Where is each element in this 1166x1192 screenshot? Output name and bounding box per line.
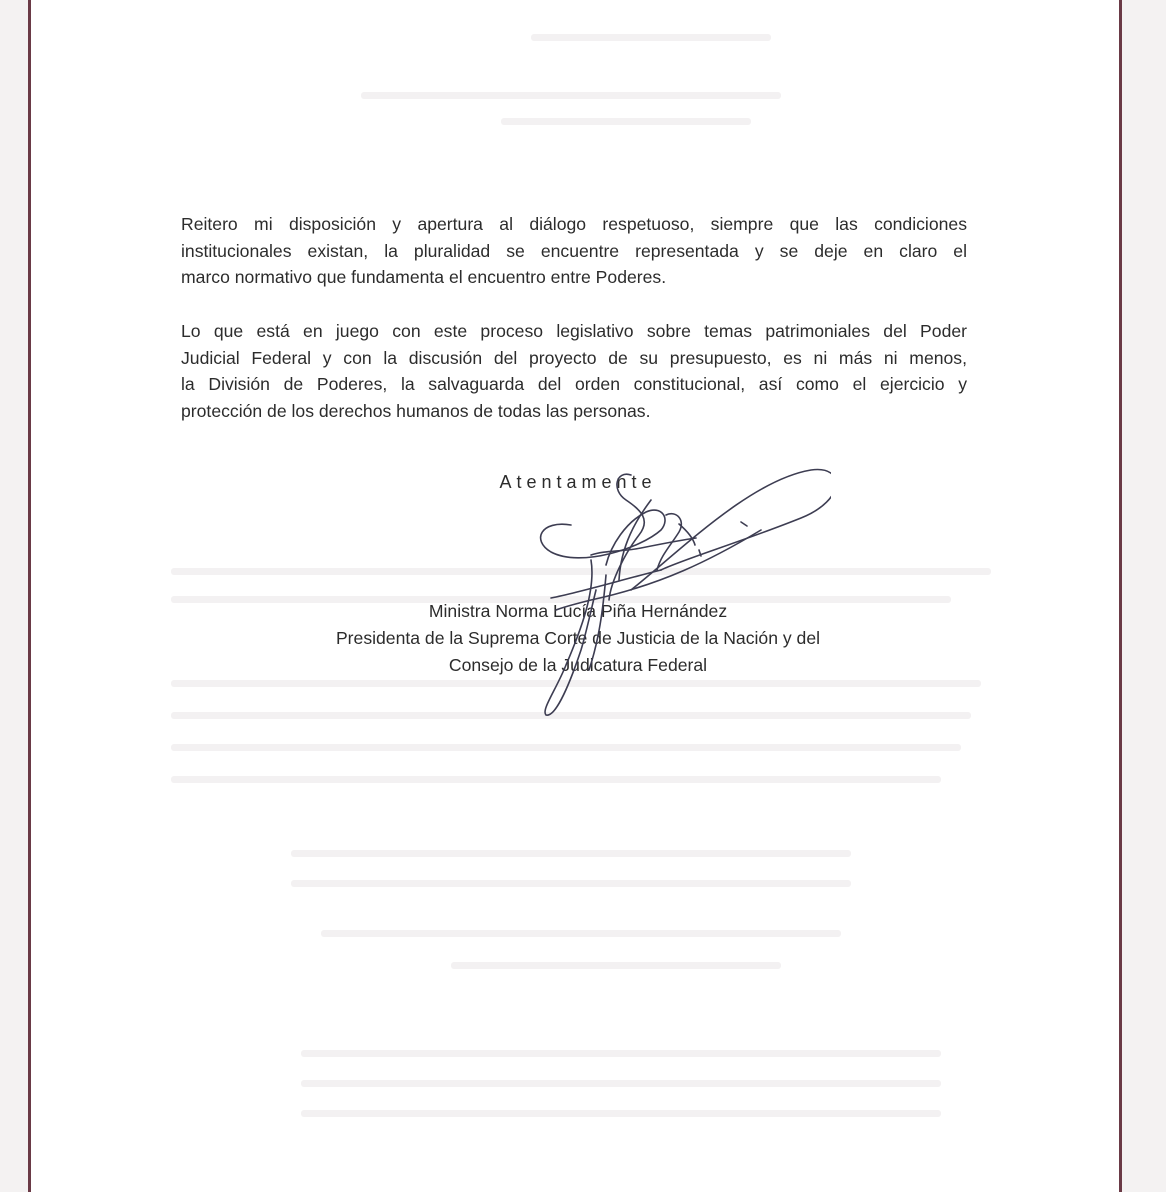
signatory-title: Consejo de la Judicatura Federal xyxy=(448,655,708,675)
signatory-name: Ministra Norma Lucía Piña Hernández xyxy=(428,601,728,621)
text-line: Judicial Federal y con la discusión del proyecto de su presupuesto, es ni más ni menos, xyxy=(181,347,967,368)
bleed-through-trace xyxy=(451,962,781,969)
text-line: institucionales existan, la pluralidad se encuentre representada y se deje en claro el xyxy=(181,240,967,261)
closing-salutation: Atentamente xyxy=(499,472,657,492)
bleed-through-trace xyxy=(291,850,851,857)
signatory-title: Presidenta de la Suprema Corte de Justicia de la Nación y del xyxy=(335,628,821,648)
bleed-through-trace xyxy=(171,744,961,751)
bleed-through-trace xyxy=(291,880,851,887)
document-page xyxy=(28,0,1122,1192)
text-line: marco normativo que fundamenta el encuentro entre Poderes. xyxy=(181,267,667,287)
bleed-through-trace xyxy=(301,1110,941,1117)
paragraph-dialogue xyxy=(181,211,967,291)
text-line: la División de Poderes, la salvaguarda del orden constitucional, así como el ejercicio y xyxy=(181,374,967,394)
bleed-through-trace xyxy=(301,1080,941,1087)
bleed-through-trace xyxy=(301,1050,941,1057)
bleed-through-trace xyxy=(531,34,771,41)
bleed-through-trace xyxy=(171,776,941,783)
text-line: protección de los derechos humanos de todas las personas. xyxy=(181,400,651,421)
text-line: Reitero mi disposición y apertura al diálogo respetuoso, siempre que las condiciones xyxy=(181,214,967,234)
bleed-through-trace xyxy=(361,92,781,99)
bleed-through-trace xyxy=(321,930,841,937)
handwritten-signature xyxy=(511,460,831,720)
paragraph-stakes xyxy=(181,318,967,424)
text-line: Lo que está en juego con este proceso legislativo sobre temas patrimoniales del Poder xyxy=(181,321,967,341)
bleed-through-trace xyxy=(501,118,751,125)
